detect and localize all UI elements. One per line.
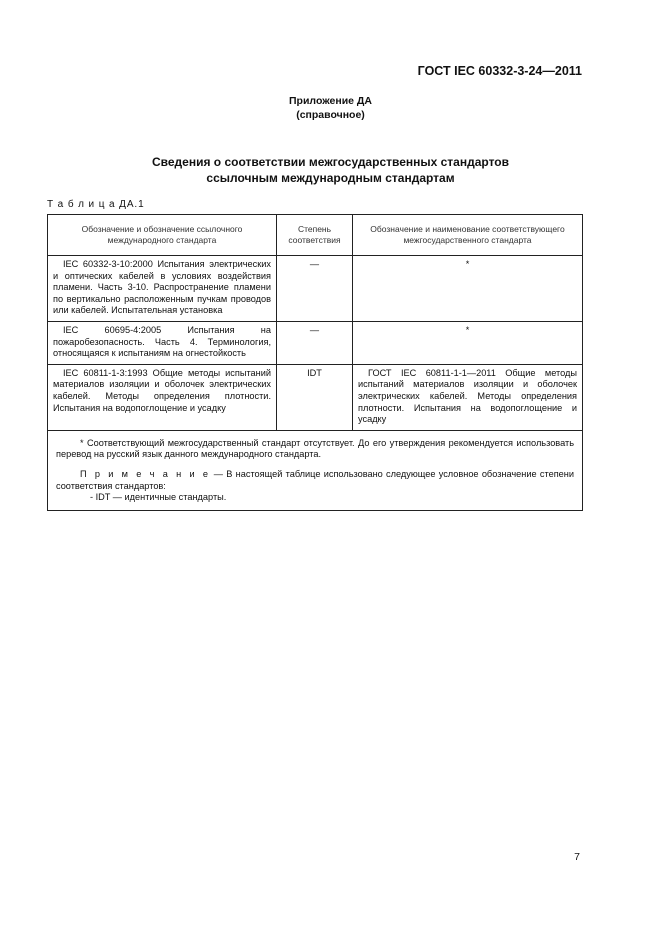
table-row bbox=[48, 321, 583, 364]
cell-international: IEC 60811-1-3:1993 Общие методы испытаний материалов изоляции и оболочек электрических кабелей. Методы определения плотности. Испытания на водопоглощение и усадку bbox=[48, 364, 277, 430]
heading-line-1: Сведения о соответствии межгосударственных стандартов bbox=[152, 155, 509, 169]
document-code: ГОСТ IEC 60332-3-24—2011 bbox=[417, 64, 582, 78]
appendix-subtitle: (справочное) bbox=[296, 109, 365, 121]
appendix-title: Приложение ДА bbox=[289, 95, 372, 107]
cell-international: IEC 60332-3-10:2000 Испытания электрических и оптических кабелей в условиях воздействия пламени. Часть 3-10. Распространение пламени по вертикально расположенным пучкам проводов или кабелей. Испытательная установка bbox=[48, 256, 277, 322]
cell-degree: — bbox=[277, 256, 353, 322]
column-header-interstate: Обозначение и наименование соответствующего межгосударственного стандарта bbox=[353, 215, 583, 256]
table-header-row bbox=[48, 215, 583, 256]
cell-degree: — bbox=[277, 321, 353, 364]
cell-interstate: * bbox=[353, 256, 583, 322]
table-caption: Т а б л и ц а ДА.1 bbox=[47, 199, 145, 210]
note bbox=[56, 469, 574, 492]
cell-interstate: * bbox=[353, 321, 583, 364]
correspondence-table-container bbox=[47, 214, 582, 511]
appendix-block bbox=[0, 94, 661, 122]
table-row bbox=[48, 256, 583, 322]
section-heading bbox=[0, 154, 661, 186]
table-footer bbox=[48, 430, 583, 510]
column-header-degree: Степень соответствия bbox=[277, 215, 353, 256]
note-item: - IDT — идентичные стандарты. bbox=[90, 492, 227, 503]
cell-degree: IDT bbox=[277, 364, 353, 430]
cell-international: IEC 60695-4:2005 Испытания на пожаробезопасность. Часть 4. Терминология, относящаяся к испытаниям на огнестойкость bbox=[48, 321, 277, 364]
table-footer-row bbox=[48, 430, 583, 510]
table-row bbox=[48, 364, 583, 430]
note-text: — В настоящей таблице использовано следующее условное обозначение степени соответствия стандартов: bbox=[56, 468, 574, 491]
column-header-international: Обозначение и обозначение ссылочного международного стандарта bbox=[48, 215, 277, 256]
heading-line-2: ссылочным международным стандартам bbox=[206, 171, 455, 185]
page-number: 7 bbox=[574, 851, 580, 863]
cell-interstate: ГОСТ IEC 60811-1-1—2011 Общие методы испытаний материалов изоляции и оболочек электрических кабелей. Методы определения плотности. Испытания на водопоглощение и усадку bbox=[353, 364, 583, 430]
note-label: П р и м е ч а н и е bbox=[80, 468, 211, 479]
correspondence-table bbox=[47, 214, 583, 511]
footnote: * Соответствующий межгосударственный стандарт отсутствует. До его утверждения рекомендуется использовать перевод на русский язык данного международного стандарта. bbox=[56, 437, 574, 460]
